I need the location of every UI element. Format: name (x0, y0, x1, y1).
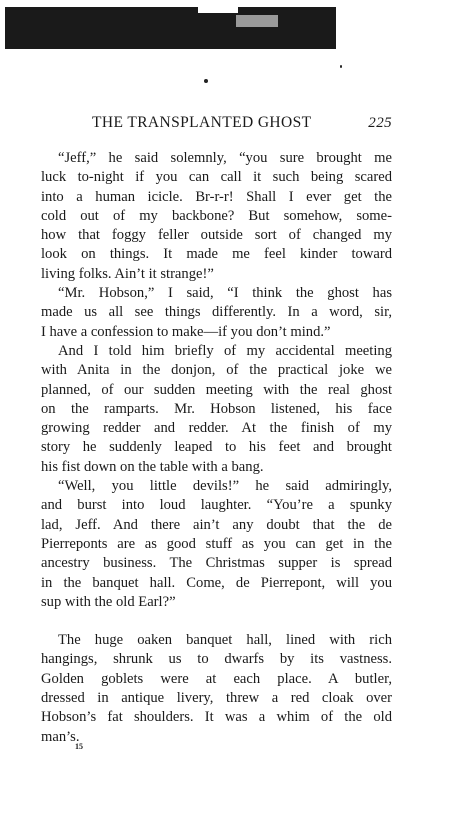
text-line: look on things. It made me feel kinder toward (41, 246, 392, 263)
text-line: lad, Jeff. And there ain’t any doubt that the de (41, 516, 392, 533)
text-line: Golden goblets were at each place. A butler, (41, 670, 392, 687)
text-line: “Well, you little devils!” he said admiringly, (58, 478, 392, 495)
text-line: how that foggy feller outside sort of changed my (41, 227, 392, 244)
text-line: planned, of our sudden meeting with the real ghost (41, 381, 392, 398)
text-line: And I told him briefly of my accidental meeting (58, 342, 392, 359)
text-line: Hobson’s fat shoulders. It was a whim of the old (41, 709, 392, 726)
page-number: 225 (368, 115, 392, 131)
scan-speck (204, 79, 208, 83)
text-line: hangings, shrunk us to dwarfs by its vastness. (41, 651, 392, 668)
text-line: story he suddenly leaped to his feet and brought (41, 439, 392, 456)
text-line: cold out of my backbone? But somehow, some- (41, 207, 392, 224)
text-line: sup with the old Earl?” (41, 593, 176, 610)
text-line: Pierreponts are as good stuff as you can get in the (41, 535, 392, 552)
text-line: ancestry business. The Christmas supper is spread (41, 555, 392, 572)
text-line: I have a confession to make—if you don’t mind.” (41, 323, 331, 340)
text-line: and burst into loud laughter. “You’re a spunky (41, 497, 392, 514)
text-line: man’s. (41, 728, 80, 745)
text-line: in the banquet hall. Come, de Pierrepont, will you (41, 574, 392, 591)
text-line: “Jeff,” he said solemnly, “you sure brought me (58, 150, 392, 166)
text-line: made us all see things differently. In a word, sir, (41, 304, 392, 321)
text-line: into a human icicle. Br-r-r! Shall I ever get the (41, 188, 392, 205)
printer-signature-mark: 15 (75, 742, 83, 751)
scan-dark-band (5, 7, 336, 49)
text-line: “Mr. Hobson,” I said, “I think the ghost has (58, 285, 392, 302)
text-line: with Anita in the donjon, of the practical joke we (41, 362, 392, 379)
scan-light-patch (198, 7, 238, 13)
scan-light-patch (236, 15, 278, 27)
body-text (41, 149, 392, 747)
running-head (92, 114, 392, 136)
text-line: his fist down on the table with a bang. (41, 458, 264, 475)
text-line: growing redder and redder. At the finish of my (41, 420, 392, 437)
text-line: living folks. Ain’t it strange!” (41, 265, 214, 282)
text-line: dressed in antique livery, threw a red cloak over (41, 690, 392, 707)
running-title: THE TRANSPLANTED GHOST (92, 114, 312, 131)
text-line: luck to-night if you can call it such being scared (41, 169, 392, 186)
text-line: The huge oaken banquet hall, lined with rich (58, 632, 392, 649)
text-line: on the ramparts. Mr. Hobson listened, his face (41, 400, 392, 417)
scan-speck (340, 65, 342, 68)
section-break (41, 612, 392, 631)
